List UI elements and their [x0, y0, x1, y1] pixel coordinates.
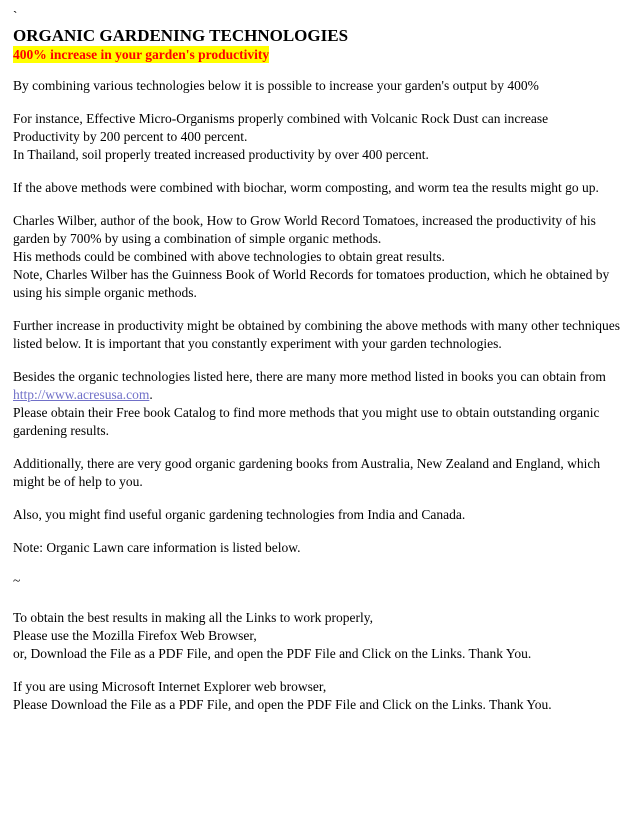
firefox-line-3: or, Download the File as a PDF File, and open the PDF File and Click on the Links. Thank You.: [13, 646, 532, 661]
biochar-text: If the above methods were combined with biochar, worm composting, and worm tea the results might go up.: [13, 180, 599, 195]
ie-line-2: Please Download the File as a PDF File, and open the PDF File and Click on the Links. Thank You.: [13, 697, 552, 712]
paragraph-intro: [13, 77, 628, 95]
firefox-line-2: Please use the Mozilla Firefox Web Browser,: [13, 628, 257, 643]
paragraph-biochar: [13, 179, 628, 197]
page-title: ORGANIC GARDENING TECHNOLOGIES: [13, 26, 349, 45]
paragraph-lawn-note: [13, 539, 628, 557]
em-line-1: For instance, Effective Micro-Organisms properly combined with Volcanic Rock Dust can increase: [13, 111, 549, 126]
wilber-line-1: Charles Wilber, author of the book, How to Grow World Record Tomatoes, increased the productivity of his garden by 700% by using a combination of simple organic methods.: [13, 213, 596, 246]
paragraph-acres-usa: [13, 368, 628, 440]
acres-line-2: Please obtain their Free book Catalog to find more methods that you might use to obtain outstanding organic gardening results.: [13, 405, 600, 438]
intro-text: By combining various technologies below it is possible to increase your garden's output by 400%: [13, 78, 539, 93]
em-line-3: In Thailand, soil properly treated increased productivity by over 400 percent.: [13, 147, 429, 162]
firefox-line-1: To obtain the best results in making all the Links to work properly,: [13, 610, 373, 625]
paragraph-charles-wilber: [13, 212, 628, 302]
paragraph-firefox: [13, 609, 628, 663]
em-line-2: Productivity by 200 percent to 400 percent.: [13, 129, 248, 144]
paragraph-india-canada: [13, 506, 628, 524]
acres-text-after-link: .: [149, 387, 153, 402]
further-text: Further increase in productivity might be obtained by combining the above methods with many other techniques listed below. It is important that you constantly experiment with your garden technologies.: [13, 318, 620, 351]
wilber-line-2: His methods could be combined with above technologies to obtain great results.: [13, 249, 445, 264]
highlighted-subtitle: 400% increase in your garden's productivity: [13, 47, 270, 62]
document-page: [13, 8, 628, 729]
acres-text-before-link: Besides the organic technologies listed here, there are many more method listed in books you can obtain from: [13, 369, 606, 384]
books-text: Additionally, there are very good organic gardening books from Australia, New Zealand and England, which might be of help to you.: [13, 456, 601, 489]
paragraph-books: [13, 455, 628, 491]
tilde-separator: ~: [13, 573, 21, 588]
wilber-line-3: Note, Charles Wilber has the Guinness Book of World Records for tomatoes production, which he obtained by using his simple organic methods.: [13, 267, 610, 300]
stray-mark: `: [13, 8, 18, 23]
paragraph-em-example: [13, 110, 628, 164]
acres-line-1: [13, 368, 628, 404]
acres-usa-link[interactable]: http://www.acresusa.com: [13, 387, 150, 402]
ie-line-1: If you are using Microsoft Internet Explorer web browser,: [13, 679, 327, 694]
paragraph-further-increase: [13, 317, 628, 353]
lawn-note-text: Note: Organic Lawn care information is listed below.: [13, 540, 301, 555]
paragraph-internet-explorer: [13, 678, 628, 714]
india-canada-text: Also, you might find useful organic gardening technologies from India and Canada.: [13, 507, 466, 522]
